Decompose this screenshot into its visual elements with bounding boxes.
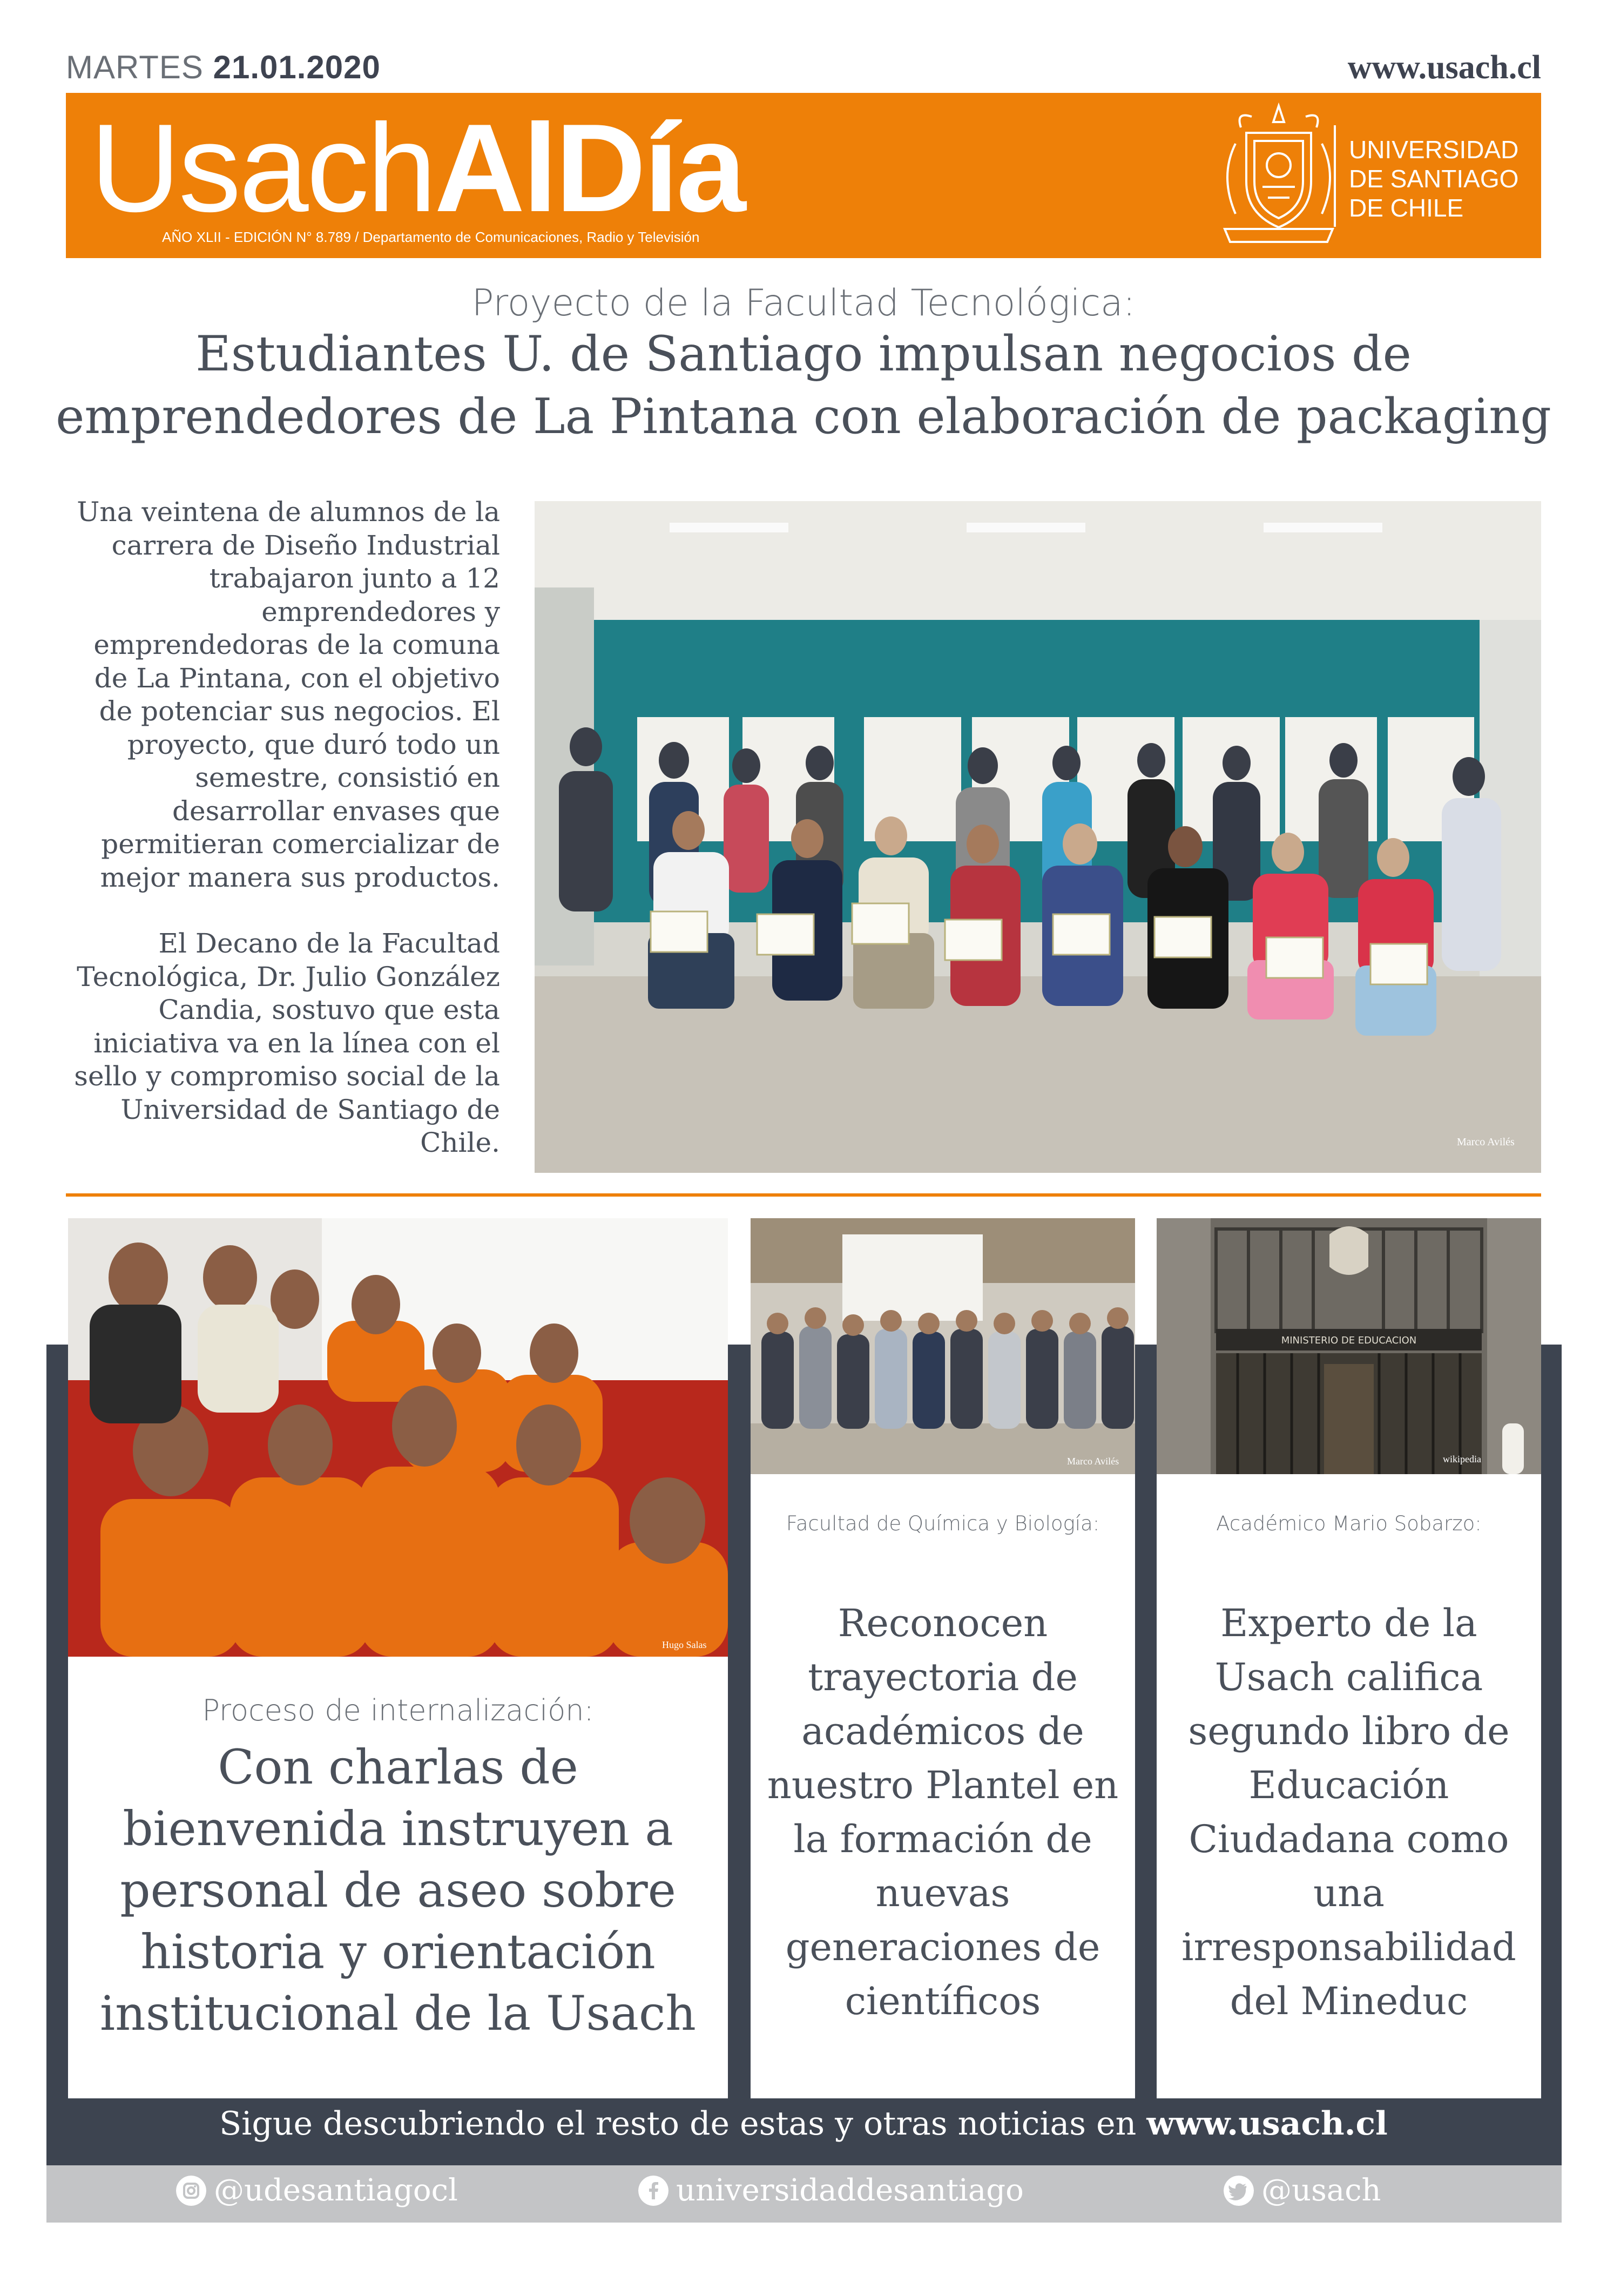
news-title-1[interactable]: Con charlas de bienvenida instruyen a personal de aseo sobre historia y orientación institucional de la Usach <box>100 1739 696 2041</box>
news-photo-credit-2: Marco Avilés <box>1067 1456 1119 1467</box>
logo-usach: Usach <box>90 98 435 238</box>
lead-paragraph-2: El Decano de la Facultad Tecnológica, Dr. Julio González Candia, sostuvo que esta iniciativa va en la línea con el sello y compromiso social de la Universidad de Santiago de Chile. <box>74 928 500 1158</box>
news-photo-cleaning-staff <box>68 1218 728 1657</box>
lead-photo-credit: Marco Avilés <box>1457 1136 1515 1148</box>
lead-headline[interactable]: Estudiantes U. de Santiago impulsan negocios de emprendedores de La Pintana con elaboración de packaging <box>56 326 1551 445</box>
instagram-handle: @udesantiagocl <box>214 2173 458 2208</box>
instagram-icon <box>176 2176 206 2206</box>
news-kicker-2: Facultad de Química y Biología: <box>786 1512 1100 1535</box>
date-value: 21.01.2020 <box>213 49 381 85</box>
facebook-icon <box>638 2176 669 2206</box>
social-bar <box>46 2165 1562 2223</box>
twitter-handle: @usach <box>1261 2173 1381 2208</box>
footer-cta-text: Sigue descubriendo el resto de estas y otras noticias en <box>219 2105 1137 2143</box>
footer-cta <box>0 2105 1607 2143</box>
news-card-chemistry[interactable] <box>751 1218 1135 2098</box>
twitter-icon <box>1224 2176 1254 2206</box>
university-crest-icon <box>1203 100 1354 251</box>
date-day: MARTES <box>66 49 204 85</box>
news-photo-credit-3: wikipedia <box>1443 1454 1481 1464</box>
footer-cta-link[interactable]: www.usach.cl <box>1146 2105 1388 2143</box>
lead-paragraph-1: Una veintena de alumnos de la carrera de Diseño Industrial trabajaron junto a 12 emprendedores y emprendedoras de la comuna de La Pintana, con el objetivo de potenciar sus negocios. El proyecto, que duró todo un semestre, consistió en desarrollar envases que permitieran comercializar de mejor manera sus productos. <box>77 496 500 893</box>
logo-aldia: AlDía <box>434 98 744 238</box>
dateline <box>66 49 381 86</box>
edition-info: AÑO XLII - EDICIÓN N° 8.789 / Departamento de Comunicaciones, Radio y Televisión <box>162 229 700 245</box>
newspaper-logo[interactable] <box>90 98 744 239</box>
ministry-sign: MINISTERIO DE EDUCACION <box>1281 1335 1417 1346</box>
social-twitter[interactable] <box>1224 2173 1381 2208</box>
social-instagram[interactable] <box>176 2173 458 2208</box>
facebook-handle: universidaddesantiago <box>676 2173 1024 2208</box>
news-photo-credit-1: Hugo Salas <box>662 1639 707 1650</box>
social-facebook[interactable] <box>638 2173 1024 2208</box>
crest-divider <box>1334 125 1336 227</box>
lead-kicker: Proyecto de la Facultad Tecnológica: <box>471 282 1136 325</box>
news-kicker-1: Proceso de internalización: <box>202 1693 594 1727</box>
news-title-2[interactable]: Reconocen trayectoria de académicos de nuestro Plantel en la formación de nuevas generaciones de científicos <box>767 1601 1119 2023</box>
masthead-banner <box>66 93 1541 258</box>
website-link-top[interactable]: www.usach.cl <box>1347 49 1541 86</box>
university-name-line3: DE CHILE <box>1349 194 1464 222</box>
university-name-line1: UNIVERSIDAD <box>1349 136 1519 164</box>
news-photo-ministry <box>1157 1218 1541 1474</box>
orange-separator <box>66 1193 1541 1197</box>
lead-intro <box>54 496 500 1193</box>
lead-photo[interactable] <box>535 501 1541 1173</box>
news-card-civic-education[interactable] <box>1157 1218 1541 2098</box>
news-kicker-3: Académico Mario Sobarzo: <box>1216 1512 1482 1535</box>
university-name-line2: DE SANTIAGO <box>1349 165 1519 193</box>
news-title-3[interactable]: Experto de la Usach califica segundo libro de Educación Ciudadana como una irresponsabilidad del Mineduc <box>1181 1601 1516 2023</box>
university-name <box>1349 135 1518 222</box>
news-card-cleaning-staff[interactable] <box>68 1218 728 2098</box>
news-photo-chemistry <box>751 1218 1135 1474</box>
